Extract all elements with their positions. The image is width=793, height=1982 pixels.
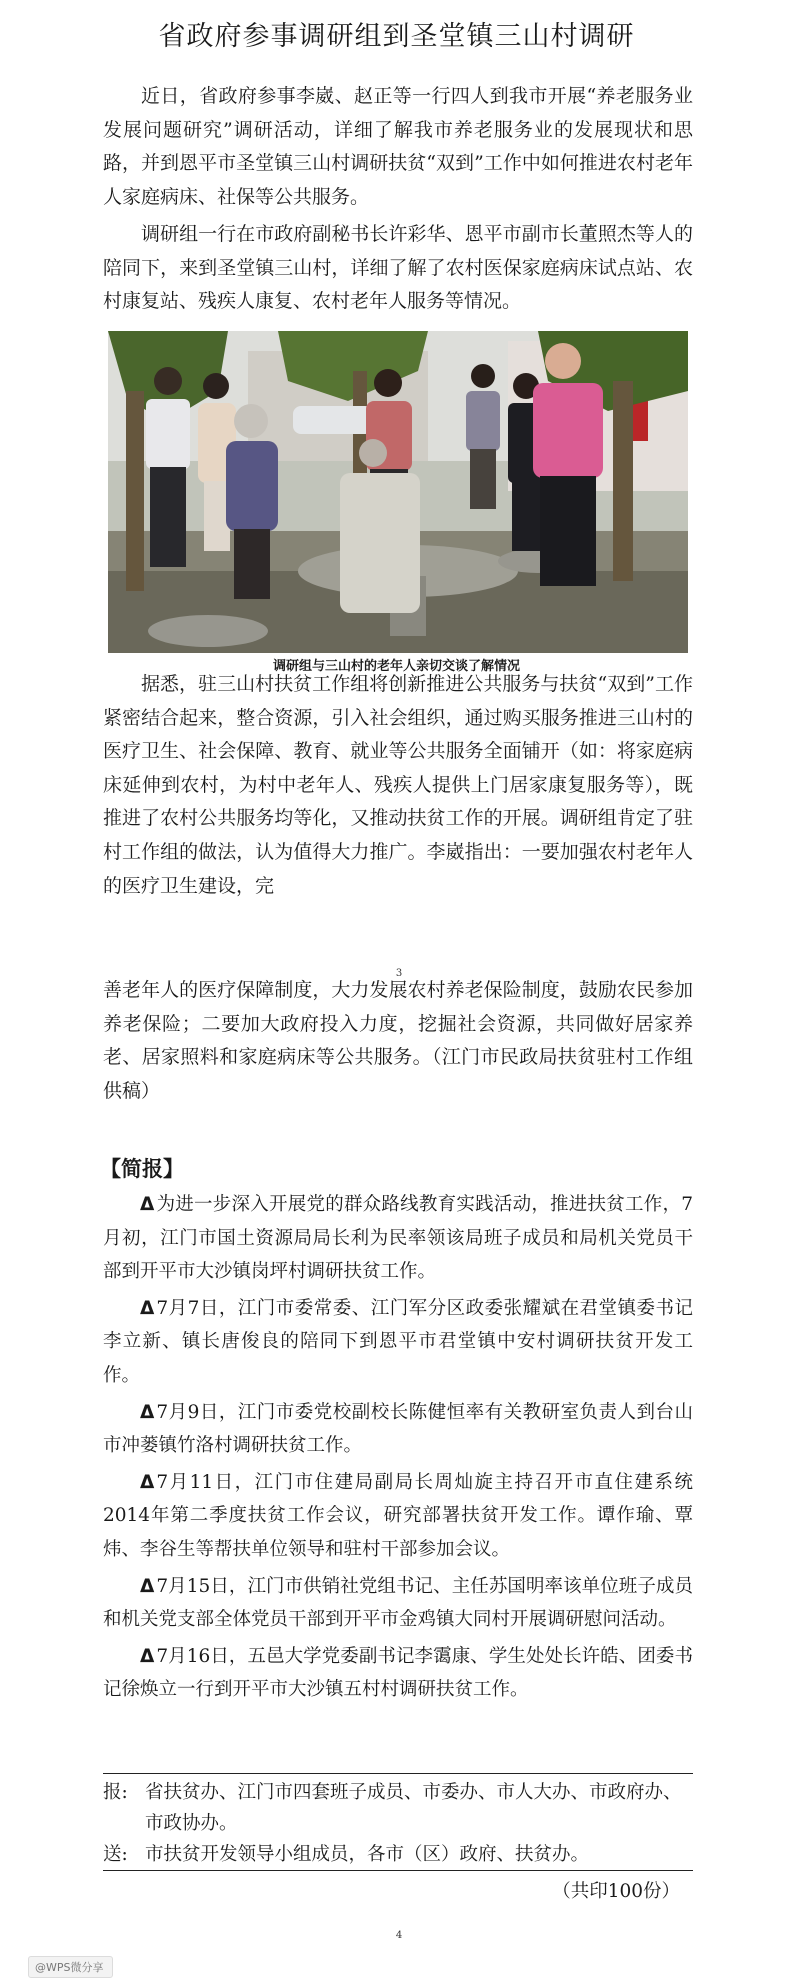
- brief-item: [103, 1570, 693, 1637]
- send-label: 送:: [103, 1844, 128, 1865]
- paragraph-continued: 善老年人的医疗保障制度，大力发展农村养老保险制度，鼓励农民参加养老保险；二要加大政府投入力度，挖掘社会资源，共同做好居家养老、居家照料和家庭病床等公共服务。（江门市民政局扶贫驻村工作组供稿）: [103, 979, 693, 1102]
- page-number: 3: [395, 968, 403, 979]
- page-number: 4: [395, 1930, 403, 1941]
- brief-text: 7月16日，五邑大学党委副书记李霭康、学生处处长许皓、团委书记徐焕立一行到开平市大沙镇五村村调研扶贫工作。: [103, 1645, 693, 1701]
- brief-item: [103, 1396, 693, 1463]
- triangle-bullet-icon: Δ: [140, 1401, 155, 1423]
- brief-text: 7月15日，江门市供销社党组书记、主任苏国明率该单位班子成员和机关党支部全体党员干部到开平市金鸡镇大同村开展调研慰问活动。: [103, 1575, 693, 1631]
- photo-caption: 调研组与三山村的老年人亲切交谈了解情况: [272, 659, 520, 674]
- triangle-bullet-icon: Δ: [140, 1471, 155, 1493]
- report-label: 报:: [103, 1782, 128, 1803]
- send-recipients: 市扶贫开发领导小组成员，各市（区）政府、扶贫办。: [145, 1844, 590, 1865]
- brief-item: [103, 1466, 693, 1567]
- paragraph-details: 据悉，驻三山村扶贫工作组将创新推进公共服务与扶贫“双到”工作紧密结合起来，整合资源，引入社会组织，通过购买服务推进三山村的医疗卫生、社会保障、教育、就业等公共服务全面铺开（如：将家庭病床延伸到农村，为村中老年人、残疾人提供上门居家康复服务等），既推进了农村公共服务均等化，又推动扶贫工作的开展。调研组肯定了驻村工作组的做法，认为值得大力推广。李崴指出：一要加强农村老年人的医疗卫生建设，完: [103, 673, 693, 897]
- report-recipients: 省扶贫办、江门市四套班子成员、市委办、市人大办、市政府办、市政协办。: [145, 1782, 682, 1834]
- page-title: 省政府参事调研组到圣堂镇三山村调研: [158, 21, 635, 52]
- brief-item: [103, 1188, 693, 1289]
- report-to-line: [103, 1777, 693, 1839]
- send-to-line: [103, 1839, 693, 1870]
- triangle-bullet-icon: Δ: [140, 1645, 155, 1667]
- brief-list: [103, 1188, 693, 1710]
- news-photo: [108, 331, 688, 653]
- print-copies: （共印100份）: [552, 1881, 680, 1902]
- brief-text: 7月7日，江门市委常委、江门军分区政委张耀斌在君堂镇委书记李立新、镇长唐俊良的陪同下到恩平市君堂镇中安村调研扶贫开发工作。: [103, 1297, 693, 1386]
- brief-text: 为进一步深入开展党的群众路线教育实践活动，推进扶贫工作，7月初，江门市国土资源局局长利为民率领该局班子成员和局机关党员干部到开平市大沙镇岗坪村调研扶贫工作。: [103, 1194, 693, 1283]
- wps-share-badge[interactable]: @WPS微分享: [28, 1956, 113, 1978]
- divider-bottom: [103, 1870, 693, 1871]
- triangle-bullet-icon: Δ: [140, 1194, 155, 1215]
- triangle-bullet-icon: Δ: [140, 1297, 155, 1319]
- brief-item: [103, 1640, 693, 1707]
- brief-text: 7月11日，江门市住建局副局长周灿旋主持召开市直住建系统2014年第二季度扶贫工作会议，研究部署扶贫开发工作。谭作瑜、覃炜、李谷生等帮扶单位领导和驻村干部参加会议。: [103, 1471, 693, 1560]
- brief-item: [103, 1292, 693, 1393]
- paragraph-intro: 近日，省政府参事李崴、赵正等一行四人到我市开展“养老服务业发展问题研究”调研活动，详细了解我市养老服务业的发展现状和思路，并到恩平市圣堂镇三山村调研扶贫“双到”工作中如何推进农村老年人家庭病床、社保等公共服务。: [103, 85, 693, 208]
- triangle-bullet-icon: Δ: [140, 1575, 155, 1597]
- divider-top: [103, 1773, 693, 1774]
- brief-text: 7月9日，江门市委党校副校长陈健恒率有关教研室负责人到台山市冲蒌镇竹洛村调研扶贫工作。: [103, 1401, 693, 1457]
- brief-heading: 【简报】: [100, 1157, 184, 1181]
- paragraph-visit: 调研组一行在市政府副秘书长许彩华、恩平市副市长董照杰等人的陪同下，来到圣堂镇三山村，详细了解了农村医保家庭病床试点站、农村康复站、残疾人康复、农村老年人服务等情况。: [103, 223, 693, 313]
